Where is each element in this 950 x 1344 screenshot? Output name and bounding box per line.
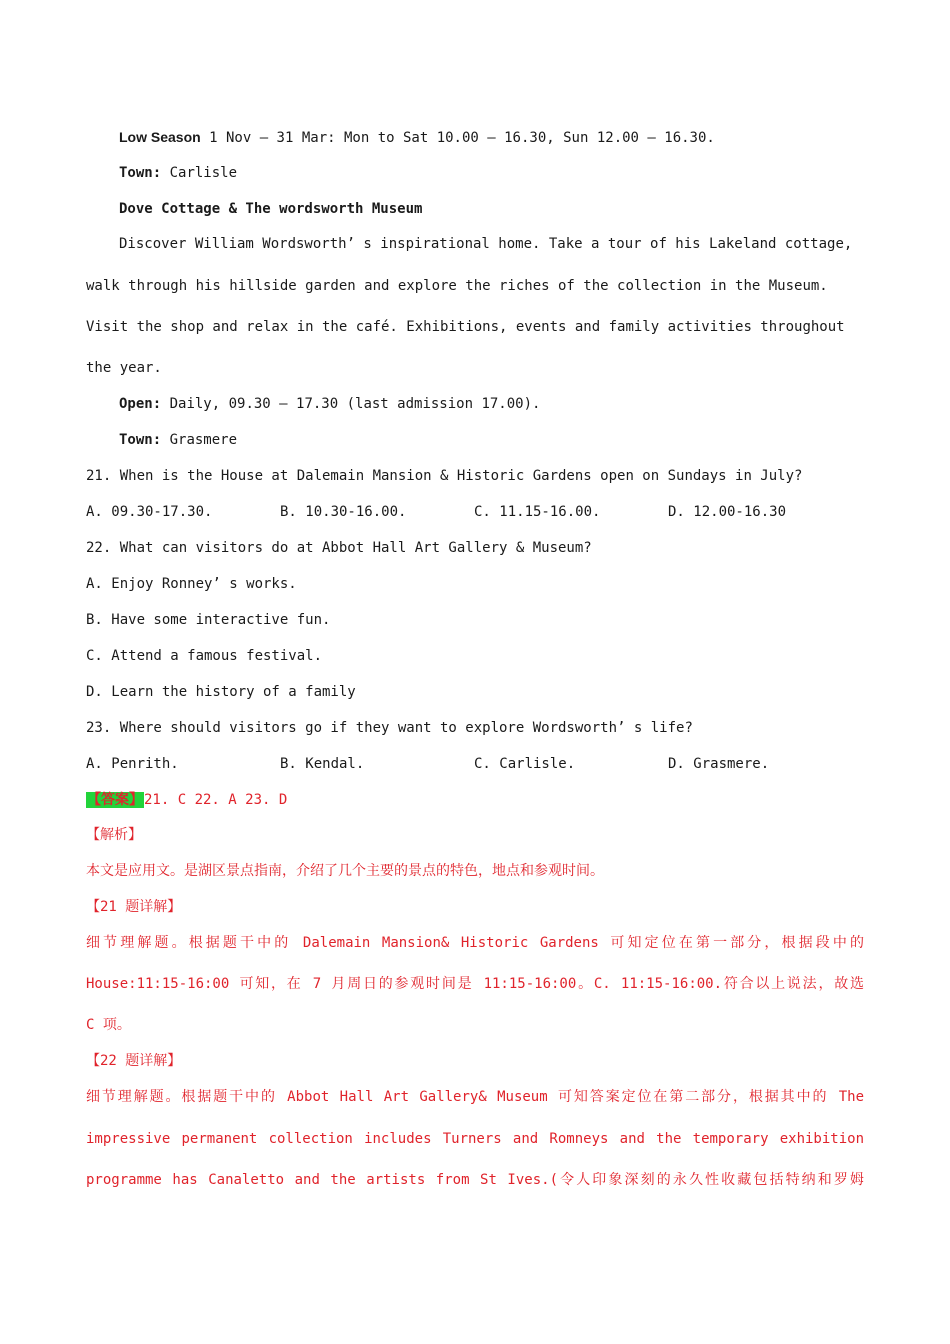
open-label: Open: bbox=[119, 396, 162, 412]
dove-paragraph-line-3: Visit the shop and relax in the café. Exhibitions, events and family activities throughout bbox=[86, 319, 845, 335]
open-value: Daily, 09.30 – 17.30 (last admission 17.00). bbox=[161, 396, 541, 412]
dove-paragraph-line-1: Discover William Wordsworth’ s inspirational home. Take a tour of his Lakeland cottage, bbox=[119, 236, 853, 252]
dove-paragraph-line-2: walk through his hillside garden and explore the riches of the collection in the Museum. bbox=[86, 278, 828, 294]
question-23-stem: 23. Where should visitors go if they want to explore Wordsworth’ s life? bbox=[86, 720, 693, 736]
question-21-option-c: C. 11.15-16.00. bbox=[474, 504, 601, 520]
question-21-option-a: A. 09.30-17.30. bbox=[86, 504, 213, 520]
dove-cottage-title: Dove Cottage & The wordsworth Museum bbox=[119, 201, 423, 217]
question-22-stem: 22. What can visitors do at Abbot Hall Art Gallery & Museum? bbox=[86, 540, 592, 556]
town-value: Grasmere bbox=[161, 432, 238, 448]
analysis-title: 【解析】 bbox=[86, 827, 142, 843]
question-23-option-a: A. Penrith. bbox=[86, 756, 179, 772]
question-22-option-b: B. Have some interactive fun. bbox=[86, 612, 331, 628]
analysis-summary: 本文是应用文。是湖区景点指南，介绍了几个主要的景点的特色，地点和参观时间。 bbox=[86, 863, 604, 879]
question-22-option-d: D. Learn the history of a family bbox=[86, 684, 356, 700]
question-23-option-c: C. Carlisle. bbox=[474, 756, 576, 772]
question-21-option-d: D. 12.00-16.30 bbox=[668, 504, 787, 520]
answer-tag: 【答案】 bbox=[87, 792, 143, 808]
q21-analysis-line-3: C 项。 bbox=[86, 1017, 131, 1033]
q21-analysis-line-2: House:11:15-16:00 可知，在 7 月周日的参观时间是 11:15-16:00。C. 11:15-16:00.符合以上说法，故选 bbox=[86, 976, 864, 992]
question-22-option-c: C. Attend a famous festival. bbox=[86, 648, 323, 664]
question-22-option-a: A. Enjoy Ronney’ s works. bbox=[86, 576, 297, 592]
question-21-stem: 21. When is the House at Dalemain Mansion & Historic Gardens open on Sundays in July? bbox=[86, 468, 803, 484]
town-grasmere-line bbox=[119, 430, 237, 450]
q22-analysis-line-1: 细节理解题。根据题干中的 Abbot Hall Art Gallery& Museum 可知答案定位在第二部分，根据其中的 The bbox=[86, 1089, 864, 1105]
answer-line bbox=[86, 790, 287, 810]
low-season-text: 1 Nov – 31 Mar: Mon to Sat 10.00 – 16.30, Sun 12.00 – 16.30. bbox=[200, 130, 715, 146]
q22-analysis-line-3: programme has Canaletto and the artists from St Ives.(令人印象深刻的永久性收藏包括特纳和罗姆 bbox=[86, 1172, 864, 1188]
question-21-option-b: B. 10.30-16.00. bbox=[280, 504, 407, 520]
low-season-line bbox=[119, 127, 715, 148]
q22-analysis-title: 【22 题详解】 bbox=[86, 1053, 182, 1069]
town-label: Town: bbox=[119, 165, 162, 181]
town-label: Town: bbox=[119, 432, 162, 448]
answer-text: 21. C 22. A 23. D bbox=[144, 792, 288, 808]
town-carlisle-line bbox=[119, 163, 237, 183]
question-23-option-d: D. Grasmere. bbox=[668, 756, 770, 772]
q21-analysis-line-1: 细节理解题。根据题干中的 Dalemain Mansion& Historic Gardens 可知定位在第一部分，根据段中的 bbox=[86, 935, 864, 951]
question-23-option-b: B. Kendal. bbox=[280, 756, 365, 772]
open-line bbox=[119, 394, 540, 414]
dove-paragraph-line-4: the year. bbox=[86, 360, 162, 376]
low-season-label: Low Season bbox=[119, 129, 201, 145]
q21-analysis-title: 【21 题详解】 bbox=[86, 899, 182, 915]
q22-analysis-line-2: impressive permanent collection includes Turners and Romneys and the temporary exhibition bbox=[86, 1131, 864, 1147]
town-value: Carlisle bbox=[161, 165, 238, 181]
